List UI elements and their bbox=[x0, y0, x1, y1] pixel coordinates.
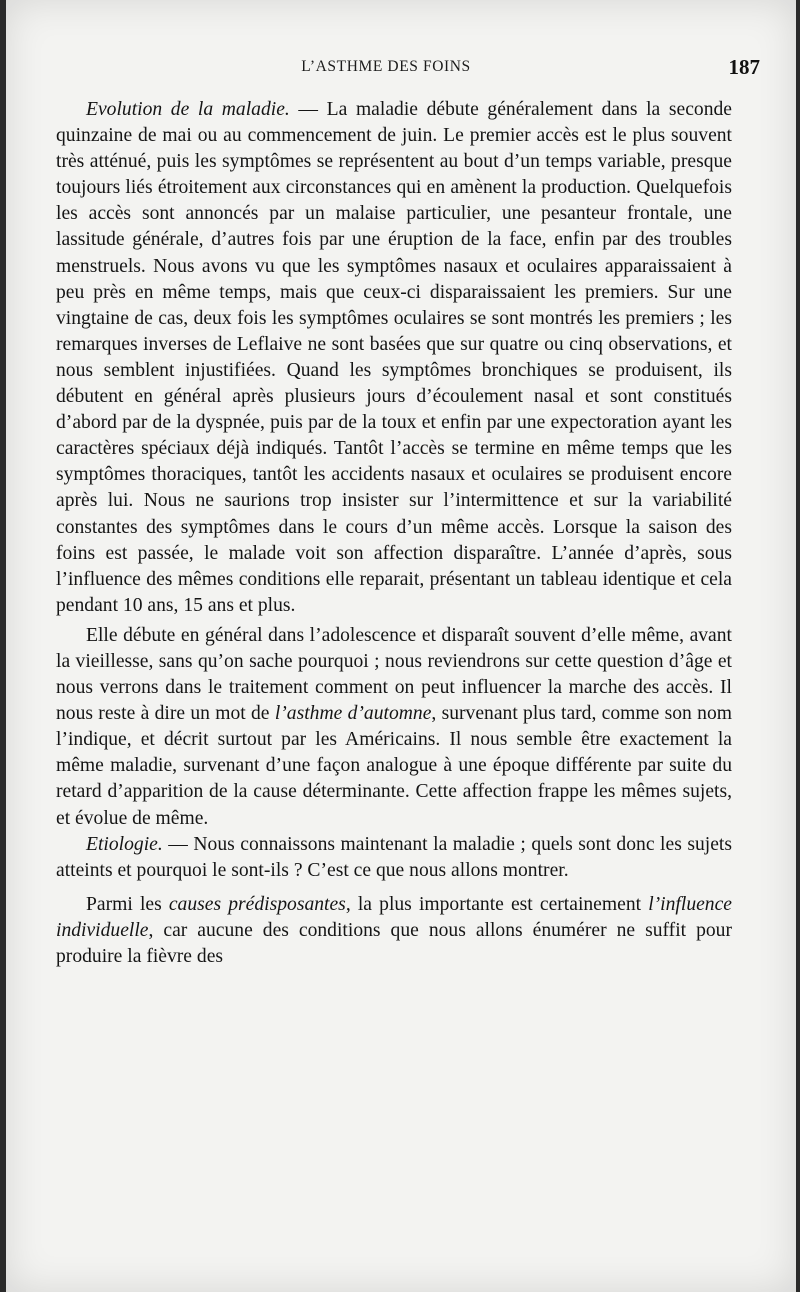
paragraph-evolution-text: — La maladie débute généralement dans la seconde quinzaine de mai ou au commencement de juin. Le premier accès est le plus souvent très atténué, puis les symptômes se représentent au bout d’un temps variable, presque toujours liés étroitement aux circonstances qui en amènent la production. Quelquefois les accès sont annoncés par un malaise particulier, une pesanteur frontale, une lassitude générale, d’autres fois par une éruption de la face, enfin par des troubles menstruels. Nous avons vu que les symptômes nasaux et oculaires apparaissaient à peu près en même temps, mais que ceux-ci disparaissaient les premiers. Sur une vingtaine de cas, deux fois les symptômes oculaires se sont montrés les premiers ; les remarques inverses de Leflaive ne sont basées que sur quatre ou cinq observations, et nous semblent injustifiées. Quand les symptômes bronchiques se produisent, ils débutent en général après plusieurs jours d’écoulement nasal et sont constitués d’abord par de la dyspnée, puis par de la toux et enfin par une expectoration ayant les caractères spéciaux déjà indiqués. Tantôt l’accès se termine en même temps que les symptômes thoraciques, tantôt les accidents nasaux et oculaires se produisent encore après lui. Nous ne saurions trop insister sur l’intermittence et sur la variabilité constantes des symptômes dans le cours d’un même accès. Lorsque la saison des foins est passée, le malade voit son affection disparaître. L’année d’après, sous l’influence des mêmes conditions elle reparait, présentant un tableau identique et cela pendant 10 ans, 15 ans et plus. bbox=[56, 99, 732, 616]
paragraph-causes-text-1: Parmi les bbox=[86, 893, 169, 915]
emphasis-causes-predisposantes: causes prédisposantes bbox=[168, 893, 346, 915]
paragraph-etiologie bbox=[56, 832, 732, 884]
emphasis-influence-individuelle: l’influence individuelle bbox=[56, 893, 732, 941]
paragraph-evolution bbox=[56, 97, 732, 619]
page-number: 187 bbox=[728, 55, 760, 79]
paragraph-onset-text-2: , survenant plus tard, comme son nom l’indique, et décrit surtout par les Américains. Il nous semble être exactement la même maladie, survenant d’une façon analogue à une époque différente par suite du retard d’apparition de la cause déterminante. Cette affection frappe les mêmes sujets, et évolue de même. bbox=[56, 703, 732, 829]
body-text bbox=[56, 97, 732, 970]
section-heading-evolution: Evolution de la maladie. bbox=[86, 99, 290, 120]
book-page bbox=[6, 0, 796, 1292]
paragraph-onset-text-1: Elle débute en général dans l’adolescence et disparaît souvent d’elle même, avant la vieillesse, sans qu’on sache pourquoi ; nous reviendrons sur cette question d’âge et nous verrons dans le traitement comment on peut influencer la marche des accès. Il nous reste à dire un mot de bbox=[56, 624, 732, 725]
paragraph-causes-text-3: , car aucune des conditions que nous allons énumérer ne suffit pour produire la fièvre des bbox=[56, 919, 732, 967]
section-heading-etiologie: Etiologie. bbox=[86, 833, 163, 855]
paragraph-causes-text-2: , la plus importante est certainement bbox=[345, 893, 649, 915]
emphasis-asthme-automne: l’asthme d’automne bbox=[274, 703, 432, 725]
paragraph-causes bbox=[56, 892, 732, 970]
running-head bbox=[6, 55, 796, 82]
paragraph-etiologie-text: — Nous connaissons maintenant la maladie ; quels sont donc les sujets atteints et pourquoi le sont-ils ? C’est ce que nous allons montrer. bbox=[56, 833, 732, 881]
paragraph-onset bbox=[56, 623, 732, 832]
running-title: L’ASTHME DES FOINS bbox=[301, 58, 471, 75]
